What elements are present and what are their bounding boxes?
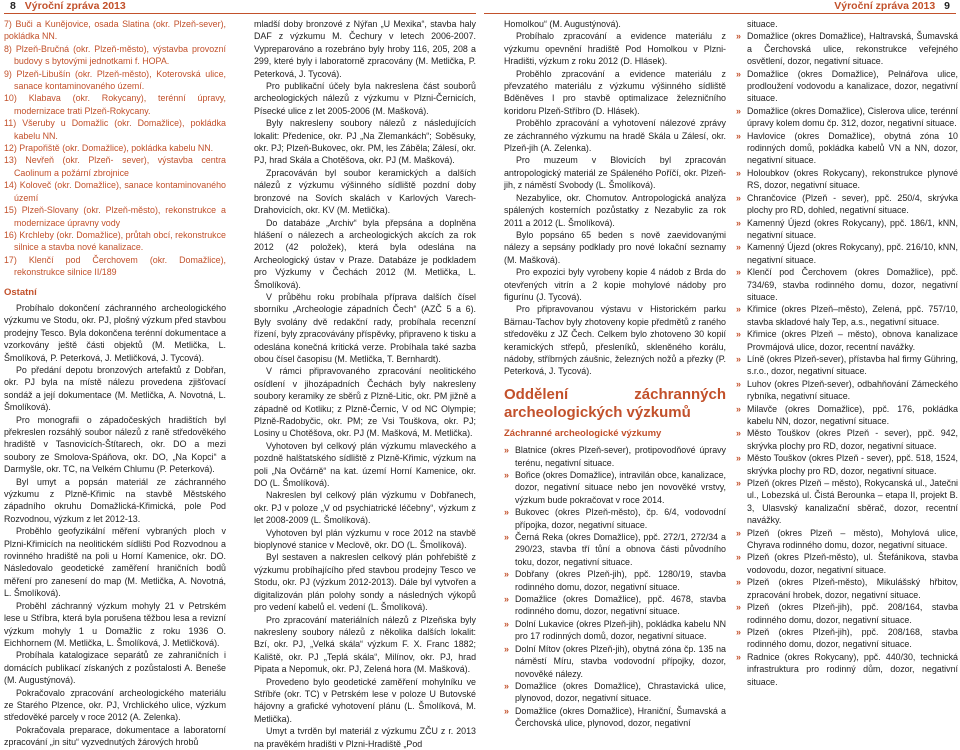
bullet-icon: »	[736, 527, 741, 538]
list-item	[736, 192, 958, 217]
left-page-header	[4, 0, 126, 14]
subsection-heading: Záchranné archeologické výzkumy	[504, 427, 662, 439]
list-item	[736, 452, 958, 477]
list-item	[504, 568, 726, 593]
bullet-icon: »	[736, 378, 741, 389]
list-item-text: Domažlice (okres Domažlice), Pelnářova ulice, prodloužení vodovodu a kanalizace, dozor, negativní situace.	[747, 68, 958, 104]
right-page-number: 9	[944, 0, 950, 12]
list-item-text: Bořice (okres Domažlice), intravilán obce, kanalizace, dozor, negativní situace nebo jen novověké vrstvy, výzkum bude pokračovat v roce 2014.	[515, 470, 726, 505]
list-item	[736, 241, 958, 266]
paragraph: Po předání depotu bronzových artefaktů z Dobřan, okr. PJ byla na místě nálezu provedena zjišťovací sondáž a její dokumentace (M. Metlička, A. Novotná, L. Šmolíková).	[4, 364, 226, 413]
list-item	[504, 444, 726, 469]
list-item	[736, 266, 958, 303]
bullet-icon: »	[736, 353, 741, 364]
bullet-icon: »	[504, 705, 509, 716]
paragraph: Do databáze „Archiv“ byla přepsána a doplněna hlášení o nálezech a archeologických akcích za rok 2012 (42 položek), která byla odeslána na Archeologický ústav v Praze. Databáze je podkladem pro Výzkumy v Čechách 2012 (M. Metlička, L. Šmolíková).	[254, 217, 476, 290]
list-item	[736, 130, 958, 167]
list-item	[504, 506, 726, 531]
paragraph: mladší doby bronzové z Nýřan „U Mexika“, stavba haly DAF z výzkumu M. Čechury v letech 2006-2007. Vypreparováno a rozebráno byly hroby 116, 205, 208 a 299, které byly i laboratorně zpracovány (M. Metlička, P. Peterková, J. Tycová).	[254, 19, 476, 79]
list-item-text: Plzeň (okres Plzeň-město), ul. Štefánikova, stavba vodovodu, dozor, negativní situace.	[747, 552, 958, 575]
bullet-icon: »	[736, 105, 741, 116]
bullet-icon: »	[736, 453, 741, 464]
department-heading: Oddělení záchranných archeologických výzkumů	[504, 385, 726, 421]
column-3	[504, 18, 726, 729]
list-item	[504, 680, 726, 705]
list-item	[736, 427, 958, 452]
list-item-text: Město Touškov (okres Plzeň - sever), ppč. 942, skrývka plochy pro RD, dozor, negativní situace.	[747, 428, 958, 451]
list-item-text: Černá Reka (okres Domažlice), ppč. 272/1, 272/34 a 290/23, stavba tří tůní a obnova části původního toku, dozor, negativní situace.	[515, 532, 726, 567]
bullet-icon: »	[736, 68, 741, 79]
list-item	[736, 30, 958, 67]
paragraph: Proběhl záchranný výzkum mohyly 21 v Petrském lese u Stříbra, která byla porušena těžbou lesa a revizní výzkum mohyly 1 u Domažlic z roku 1936 O. Eichhornem (M. Metlička, L. Šmolíková, J. Metličková).	[4, 600, 226, 648]
bullet-icon: »	[504, 618, 509, 629]
bullet-icon: »	[504, 594, 509, 605]
bullet-icon: »	[736, 192, 741, 203]
paragraph: V průběhu roku probíhala příprava dalších čísel sborníku „Archeologie západních Čech“ (AZČ 5 a 6). Byly svolány dvě redakční rady, probíhala recenzní řízení, byly zpracovávány příspěvky, připraveno k tisku a odeslána konečná kritická verze. Probíhala také sazba obou čísel časopisu (M. Metlička, T. Bernhardt).	[254, 291, 476, 364]
bullet-icon: »	[504, 507, 509, 518]
list-item-text: Domažlice (okres Domažlice), Haltravská, Šumavská a Čerchovská ulice, rekonstrukce veřejného osvětlení, dozor, negativní situace.	[747, 31, 958, 67]
list-item-text: Město Touškov (okres Plzeň - sever), ppč. 518, 1524, skrývka plochy pro RD, dozor, negativní situace.	[747, 453, 958, 476]
paragraph: V rámci připravovaného zpracování neolitického osídlení v jihozápadních Čechách byly nakresleny soubory keramiky ze sběrů z Plzně-Litic, okr. PM jižně a západně od Kotliku; z Plzně-Černic, V od NC Olympie; Plzně-Radobyčic, okr. PM; ze Vsi Touškova, okr. PJ; Losiny u Chotěšova, okr. PJ (M. Mašková, M. Metlička).	[254, 366, 476, 439]
bullet-icon: »	[736, 626, 741, 637]
bullet-icon: »	[736, 577, 741, 588]
paragraph: Probíhala katalogizace separátů ze zahraničních i domácích publikací získaných z pozůstalosti A. Beneše (M. Augustýnová).	[4, 650, 226, 686]
column-3-paragraphs	[504, 18, 726, 378]
list-item-text: Plzeň (okres Plzeň – město), Mohylová ulice, Chyrava rodinného domu, dozor, negativní situace.	[747, 527, 958, 551]
list-item-text: Domažlice (okres Domažlice), Hraniční, Šumavská a Čerchovská ulice, plynovod, dozor, negativní	[515, 705, 726, 729]
list-item-text: Plzeň (okres Plzeň-město), Mikulášský hřbitov, zpracování hrobek, dozor, negativní situace.	[747, 577, 958, 600]
paragraph: Vyhotoven byl plán výzkumu v roce 2012 na stavbě bioplynové stanice v Meclově, okr. DO (L. Šmolíková).	[254, 527, 476, 551]
bullet-icon: »	[736, 304, 741, 315]
paragraph: Byl umyt a popsán materiál ze záchranného výzkumu z Plzně-Křimic na stavbě Městského západního okruhu Domažlická-Křimická, pole Pod Rozvodnou, výzkum z let 2012-13.	[4, 476, 226, 524]
paragraph: Pokračovalo zpracování archeologického materiálu ze Starého Plzence, okr. PJ, Vrchlického ulice, výzkum středověké parcely v roce 2012 (A. Zelenka).	[4, 687, 226, 723]
bullet-icon: »	[736, 31, 741, 42]
paragraph: Pro muzeum v Blovicích byl zpracován antropologický materiál ze Spáleného Poříčí, okr. Plzeň-jih, z náměstí Svobody (L. Šmolíková).	[504, 155, 726, 191]
column-1	[4, 18, 226, 748]
list-item-text: Milavče (okres Domažlice), ppč. 176, pokládka kabelu NN, dozor, negativní situace.	[747, 403, 958, 426]
list-item	[736, 477, 958, 527]
list-item-text: Domažlice (okres Domažlice), Cislerova ulice, terénní úpravy kolem domu čp. 312, dozor, negativní situace.	[747, 105, 958, 129]
list-item-text: Klenčí pod Čerchovem (okres Domažlice), ppč. 734/69, stavba rodinného domu, dozor, negativní situace.	[747, 267, 958, 302]
numbered-list	[4, 43, 226, 279]
paragraph: Pro monografii o západočeských hradištích byl překreslen rozsáhlý soubor nálezů z raně středověkého hradiště v Tasnovicích-Štítarech, okr. DO a mezi soubory ze Smolova-Spáňova, okr. DO, „Na Kopci“ a Darmyšle, okr. TC, na Velkém Chlumu (P. Peterková).	[4, 414, 226, 475]
list-item: 8) Plzeň-Bručná (okr. Plzeň-město), výstavba provozní budovy s bytovými jednotkami f. HOPA.	[4, 43, 226, 67]
bullet-icon: »	[736, 552, 741, 563]
list-item: 9) Plzeň-Libušín (okr. Plzeň-město), Koterovská ulice, sanace kontaminovaného území.	[4, 68, 226, 92]
paragraph: Nezabylice, okr. Chomutov. Antropologická analýza spálených kosterních pozůstatky z Nezabylic za rok 2011 a 2012 (L. Šmolíková).	[504, 192, 726, 228]
bullet-icon: »	[736, 602, 741, 613]
right-page-header	[834, 0, 956, 14]
list-item	[736, 303, 958, 328]
right-header-rule	[484, 13, 956, 14]
list-item	[504, 618, 726, 643]
bullet-icon: »	[736, 130, 741, 141]
list-item	[736, 626, 958, 651]
right-header-title: Výroční zpráva 2013	[834, 0, 936, 12]
paragraph: Nakreslen byl celkový plán výzkumu v Dobřanech, okr. PJ v poloze „V od psychiatrické léčebny“, výzkum z let 2008-2009 (L. Šmolíková).	[254, 490, 476, 526]
list-item: 10) Klabava (okr. Rokycany), terénní úpravy, modernizace trati Plzeň-Rokycany.	[4, 93, 226, 116]
column-4	[736, 18, 958, 687]
bullet-icon: »	[736, 651, 741, 662]
list-item: 17) Klenčí pod Čerchovem (okr. Domažlice), rekonstrukce silnice II/189	[4, 254, 226, 278]
column-1-paragraphs	[4, 302, 226, 749]
list-item	[504, 531, 726, 568]
excavation-list	[504, 444, 726, 729]
list-item	[736, 328, 958, 353]
paragraph: Proběhlo geofyzikální měření vybraných ploch v Plzni-Křimicích na neolitickém sídlišti Pod Rozvodnou a rovinného hradiště na poli u Horní Kamenice, okr. DO. Následovalo geodetické zaměření hraničních bodů měření pro zanesení do map (M. Metlička, A. Novotná, L. Šmolíková).	[4, 526, 226, 599]
paragraph: Homolkou“ (M. Augustýnová).	[504, 19, 621, 29]
list-item	[736, 378, 958, 403]
bullet-icon: »	[504, 569, 509, 580]
paragraph: Probíhalo zpracování a evidence materiálu z výzkumu opevnění hradiště Pod Homolkou v Plzni-Hradišti, výzkum z roku 2012 (D. Hlásek).	[504, 31, 726, 67]
list-item-text: Plzeň (okres Plzeň-jih), ppč. 208/168, stavba rodinného domu, dozor, negativní situace.	[747, 626, 958, 650]
bullet-icon: »	[504, 470, 509, 480]
bullet-icon: »	[736, 329, 741, 340]
list-item	[736, 18, 958, 30]
list-item-text: Radnice (okres Rokycany), ppč. 440/30, technická infrastruktura pro rodinný dům, dozor, negativní situace.	[747, 651, 958, 687]
bullet-icon: »	[504, 445, 509, 456]
list-item-text: Holoubkov (okres Rokycany), rekonstrukce plynové RS, dozor, negativní situace.	[747, 167, 958, 191]
section-heading-ostatni: Ostatní	[4, 286, 37, 298]
list-item-text: Dolní Mítov (okres Plzeň-jih), obytná zóna čp. 135 na náměstí Míru, stavba vodovodní přípojky, dozor, novověké nálezy.	[515, 643, 726, 679]
bullet-icon: »	[736, 403, 741, 414]
bullet-icon: »	[736, 217, 741, 228]
list-item	[736, 601, 958, 626]
list-item	[504, 593, 726, 618]
list-item-text: Blatnice (okres Plzeň-sever), protipovodňové úpravy terénu, negativní situace.	[515, 445, 726, 468]
list-item: 11) Všeruby u Domažlic (okr. Domažlice), pokládka kabelu NN.	[4, 118, 226, 141]
list-item	[504, 705, 726, 730]
paragraph: Provedeno bylo geodetické zaměření mohylníku ve Stříbře (okr. TC) v Petrském lese v poloze U Butovské hájovny a grafické vyhotovení plánu (L. Šmolíková, M. Metlička).	[254, 676, 476, 724]
paragraph: Bylo popsáno 65 beden s nově zaevidovanými nálezy a sepsány podklady pro nové lokační seznamy (M. Mašková).	[504, 229, 726, 265]
list-item-text: Křimice (okres Plzeň – město), obnova kanalizace Provmájová ulice, dozor, recentní navážky.	[747, 329, 958, 352]
list-item-text: Luhov (okres Plzeň-sever), odbahňování Zámeckého rybníka, negativní situace.	[747, 378, 958, 402]
paragraph: Probíhalo dokončení záchranného archeologického výzkumu ve Stodu, okr. PJ, plošný výzkum před stavbou prodejny Tesco. Byla dokončena terénní dokumentace a vzorkovány ještě části objektů (M. Metlička, L. Šmolíková, P. Peterková, J. Metličková, J. Tycová).	[4, 302, 226, 363]
list-item-text: Plzeň (okres Plzeň – město), Rokycanská ul., Jatečni ul., Lobezská ul. Čistá Berounka – etapa II, projekt B. 3, Ulasvský kanalizační sběrač, dozor, recentní navážky.	[747, 478, 958, 526]
bullet-icon: »	[736, 167, 741, 178]
list-item	[504, 469, 726, 506]
list-item-text: Kamenný Újezd (okres Rokycany), ppč. 186/1, kNN, negativní situace.	[747, 217, 958, 240]
list-item	[736, 217, 958, 242]
paragraph: Byly nakresleny soubory nálezů z následujících lokalit: Předenice, okr. PJ „Na Zlemankách“; Soběsuky, okr. PJ; Plzeň-Bukovec, okr. PM, les Záběla; Zálesí, okr. PJ, hrad Skála a Chotěšova, okr. PJ (M. Mašková).	[254, 118, 476, 166]
list-item	[736, 403, 958, 428]
list-item	[736, 651, 958, 688]
list-item: 13) Nevřeň (okr. Plzeň- sever), výstavba centra Caolinum a požární zbrojnice	[4, 155, 226, 178]
column-2-paragraphs	[254, 18, 476, 750]
list-item	[736, 527, 958, 552]
list-item-text: Chrančovice (Plzeň - sever), ppč. 250/4, skrývka plochy pro RD, dohled, negativní situace.	[747, 192, 958, 216]
paragraph: Zpracováván byl soubor keramických a dalších nálezů z výzkumu výšinného sídliště pozdní doby bronzové na Sovích skalách v Karlových Varech-Drahovicích, okr. KV (M. Metlička).	[254, 167, 476, 216]
list-item	[736, 68, 958, 105]
bullet-icon: »	[736, 428, 741, 439]
paragraph: Proběhlo zpracování a vyhotovení nálezové zprávy ze záchranného výzkumu na hradě Skála u Zálesí, okr. Plzeň-jih (A. Zelenka).	[504, 118, 726, 154]
list-item: 16) Krchleby (okr. Domažlice), průtah obcí, rekonstrukce silnice a stavba nové kanalizace.	[4, 229, 226, 253]
list-item-text: Bukovec (okres Plzeň-město), čp. 6/4, vodovodní přípojka, dozor, negativní situace.	[515, 507, 726, 530]
paragraph: Byl sestaven a nakreslen celkový plán pohřebiště z výzkumu probíhajícího před stavbou prodejny Tesco ve Stodu, okr. PJ (výzkum 2012-2013). Dále byl vytvořen a digitalizován plán polohy sondy a následných výkopů pro vedení kabelů el. vedení (L. Šmolíková).	[254, 552, 476, 613]
column-2	[254, 18, 476, 749]
list-item-text: situace.	[747, 19, 778, 29]
paragraph: Umyt a tvrděn byl materiál z výzkumu ZČU z r. 2013 na pravěkém hradišti v Plzni-Hradiště „Pod	[254, 726, 476, 749]
bullet-icon: »	[736, 478, 741, 489]
list-item	[736, 353, 958, 378]
list-item: 7) Buči a Kunějovice, osada Slatina (okr. Plzeň-sever), pokládka NN.	[4, 19, 226, 42]
list-item-text: Havlovice (okres Domažlice), obytná zóna 10 rodinných domů, pokládka kabelů VN a NN, dozor, negativní situace.	[747, 130, 958, 166]
list-item	[736, 576, 958, 601]
list-item-text: Dolní Lukavice (okres Plzeň-jih), pokládka kabelu NN pro 17 rodinných domů, dozor, negativní situace.	[515, 618, 726, 642]
list-item	[736, 167, 958, 192]
list-item: 14) Koloveč (okr. Domažlice), sanace kontaminovaného území	[4, 180, 226, 203]
bullet-icon: »	[504, 532, 509, 543]
list-item: 15) Plzeň-Slovany (okr. Plzeň-město), rekonstrukce a modernizace úpravny vody	[4, 205, 226, 228]
bullet-icon: »	[736, 242, 741, 253]
list-item-text: Křimice (okres Plzeň–město), Zelená, ppč. 757/10, stavba skladové haly Tep, a.s., negativní situace.	[747, 304, 958, 327]
list-item: 12) Prapořiště (okr. Domažlice), pokládka kabelu NN.	[4, 143, 214, 154]
list-item	[736, 105, 958, 130]
bullet-icon: »	[504, 680, 509, 691]
paragraph: Vyhotoven byl celkový plán výzkumu mlaveckého a pozdně halštatského sídliště z Plzně-Křimic, výzkum na poli „Na Ovčárně“ na kat. území Horní Kamenice, okr. DO (L. Šmolíková).	[254, 440, 476, 489]
paragraph: Pro publikační účely byla nakreslena část souborů archeologických nálezů z výzkumu v Plzni-Černicích, Písecké ulice z let 2005-2006 (M. Mašková).	[254, 81, 476, 116]
list-item	[736, 551, 958, 576]
paragraph: Proběhlo zpracování a evidence materiálu z převzatého materiálu z výzkumu výšinného sídliště Bděněves I pro stavbě optimalizace železničního koridoru Plzeň-Stříbro (D. Hlásek).	[504, 68, 726, 116]
paragraph: Pokračovala preparace, dokumentace a laboratorní zpracování „in situ“ vyzvednutých žárových hrobů	[4, 724, 226, 748]
list-item-text: Kamenný Újezd (okres Rokycany), ppč. 216/10, kNN, negativní situace.	[747, 242, 958, 265]
list-item-text: Domažlice (okres Domažlice), Chrastavická ulice, plynovod, dozor, negativní situace.	[515, 680, 726, 704]
left-header-rule	[4, 13, 476, 14]
excavation-list-continued	[736, 18, 958, 688]
list-item-text: Líně (okres Plzeň-sever), přístavba hal firmy Gühring, s.r.o., dozor, negativní situace.	[747, 353, 958, 377]
list-item-text: Dobřany (okres Plzeň-jih), ppč. 1280/19, stavba rodinného domu, dozor, negativní situace.	[515, 569, 726, 592]
paragraph: Pro expozici byly vyrobeny kopie 4 nádob z Brda do otevřených vitrín a 2 kopie mohylové nádoby pro figurínu (J. Tycová).	[504, 267, 726, 302]
bullet-icon: »	[736, 267, 741, 278]
paragraph: Pro připravovanou výstavu v Historickém parku Bärnau-Tachov byly zhotoveny kopie předmětů z raného středověku z JZ Čech. Celkem bylo zhotoveno 30 kopií keramických střepů, přesleníků, skleněného korálu, nádoby, stříbrných záušnic, železných nožů a přezky (P. Peterková, J. Tycová).	[504, 304, 726, 377]
left-page-number: 8	[10, 0, 16, 12]
paragraph: Pro zpracování materiálních nálezů z Plzeňska byly nakresleny soubory nálezů z několika dalších lokalit: Bzí, okr. PJ, „Velká skála“ výzkum F. X. Franc 1882; Kaliště, okr. PJ „Teplá skála“, Milínov, okr. PJ, hrad Pipata a Nepomuk, okr. PJ, Zelená hora (M. Mašková).	[254, 614, 476, 675]
left-header-title: Výroční zpráva 2013	[24, 0, 126, 12]
list-item	[504, 643, 726, 680]
list-item-text: Domažlice (okres Domažlice), ppč. 4678, stavba rodinného domu, dozor, negativní situace.	[515, 594, 726, 617]
bullet-icon: »	[504, 643, 509, 654]
list-item-text: Plzeň (okres Plzeň-jih), ppč. 208/164, stavba rodinného domu, dozor, negativní situace.	[747, 602, 958, 625]
